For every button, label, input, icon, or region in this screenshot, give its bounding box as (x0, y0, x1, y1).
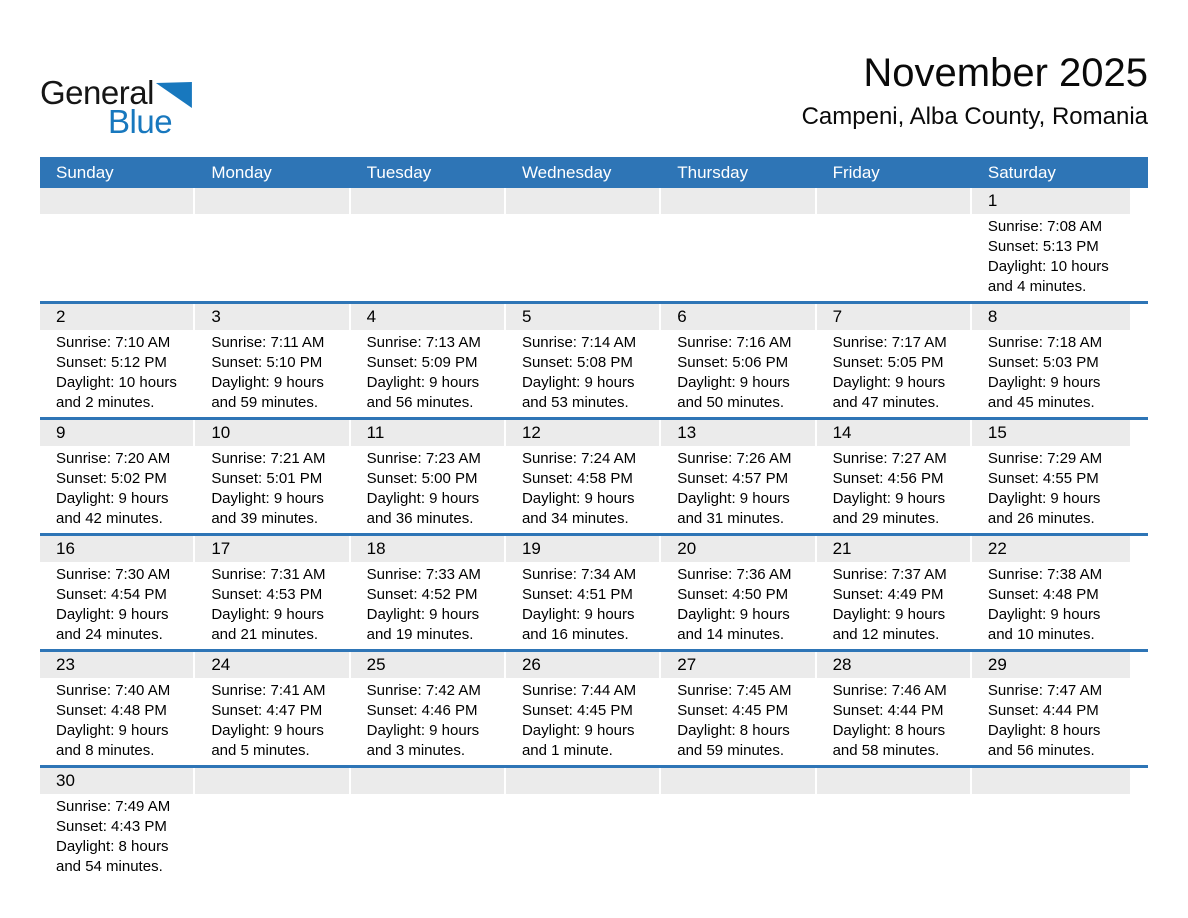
day-number: 5 (506, 304, 659, 330)
sunrise-text: Sunrise: 7:38 AM (987, 566, 1103, 583)
sunset-text: Sunset: 5:01 PM (211, 470, 323, 487)
daylight-line2: and 24 minutes. (56, 626, 163, 643)
day-cell (40, 768, 195, 881)
sunrise-text: Sunrise: 7:44 AM (521, 682, 637, 699)
daylight-line1: Daylight: 9 hours (987, 606, 1101, 623)
day-number: 23 (40, 652, 193, 678)
logo-text-blue: Blue (108, 103, 173, 140)
daylight-line1: Daylight: 9 hours (56, 722, 169, 739)
week-row (40, 768, 1148, 881)
day-cell (661, 304, 816, 417)
day-cell (506, 420, 661, 533)
day-number (506, 188, 659, 214)
daylight-line2: and 42 minutes. (56, 510, 163, 527)
daylight-line1: Daylight: 8 hours (832, 722, 946, 739)
sunset-text: Sunset: 4:44 PM (832, 702, 944, 719)
day-number: 19 (506, 536, 659, 562)
daylight-line1: Daylight: 9 hours (211, 490, 324, 507)
week-row (40, 420, 1148, 536)
daylight-line1: Daylight: 9 hours (366, 490, 480, 507)
daylight-line2: and 12 minutes. (832, 626, 940, 643)
general-blue-logo (40, 76, 192, 138)
daylight-line2: and 36 minutes. (366, 510, 474, 527)
sunset-text: Sunset: 5:10 PM (211, 354, 323, 371)
sunrise-text: Sunrise: 7:21 AM (211, 450, 326, 467)
day-number (351, 188, 504, 214)
day-number: 4 (351, 304, 504, 330)
day-number (40, 188, 193, 214)
day-number: 6 (661, 304, 814, 330)
day-number: 26 (506, 652, 659, 678)
day-cell (972, 652, 1148, 765)
sunset-text: Sunset: 5:09 PM (366, 354, 478, 371)
daylight-line2: and 19 minutes. (366, 626, 474, 643)
daylight-line2: and 3 minutes. (366, 742, 466, 759)
daylight-line2: and 26 minutes. (987, 510, 1095, 527)
daylight-line2: and 16 minutes. (521, 626, 629, 643)
day-number (817, 188, 970, 214)
daylight-line2: and 34 minutes. (521, 510, 629, 527)
page-title: November 2025 (863, 51, 1148, 95)
day-number: 27 (661, 652, 814, 678)
sunset-text: Sunset: 4:51 PM (521, 586, 633, 603)
week-row (40, 652, 1148, 768)
sunrise-text: Sunrise: 7:45 AM (677, 682, 792, 699)
day-cell (351, 536, 506, 649)
sunset-text: Sunset: 4:44 PM (987, 702, 1099, 719)
day-number (661, 768, 814, 794)
sunrise-text: Sunrise: 7:31 AM (211, 566, 326, 583)
day-cell (351, 420, 506, 533)
daylight-line2: and 56 minutes. (987, 742, 1095, 759)
weeks-grid (40, 188, 1148, 881)
daylight-line2: and 59 minutes. (211, 394, 319, 411)
sunset-text: Sunset: 4:50 PM (677, 586, 789, 603)
day-number: 9 (40, 420, 193, 446)
day-cell (972, 768, 1148, 881)
day-cell (972, 188, 1148, 301)
sunset-text: Sunset: 5:03 PM (987, 354, 1099, 371)
day-number: 11 (351, 420, 504, 446)
daylight-line2: and 21 minutes. (211, 626, 319, 643)
daylight-line1: Daylight: 9 hours (211, 722, 324, 739)
sunset-text: Sunset: 4:45 PM (677, 702, 789, 719)
daylight-line1: Daylight: 9 hours (677, 606, 790, 623)
daylight-line1: Daylight: 9 hours (521, 606, 635, 623)
daylight-line1: Daylight: 9 hours (366, 374, 480, 391)
sunset-text: Sunset: 4:56 PM (832, 470, 944, 487)
day-cell (506, 304, 661, 417)
sunrise-text: Sunrise: 7:27 AM (832, 450, 947, 467)
day-cell (40, 420, 195, 533)
day-number: 16 (40, 536, 193, 562)
weekday-header-sunday: Sunday (56, 163, 114, 182)
sunset-text: Sunset: 4:52 PM (366, 586, 478, 603)
daylight-line2: and 10 minutes. (987, 626, 1095, 643)
day-cell (817, 188, 972, 301)
day-cell (506, 536, 661, 649)
sunset-text: Sunset: 4:55 PM (987, 470, 1099, 487)
daylight-line1: Daylight: 9 hours (521, 722, 635, 739)
daylight-line2: and 56 minutes. (366, 394, 474, 411)
week-row (40, 536, 1148, 652)
daylight-line1: Daylight: 9 hours (677, 490, 790, 507)
weekday-header-monday: Monday (211, 163, 272, 182)
day-cell (972, 420, 1148, 533)
sunrise-text: Sunrise: 7:26 AM (677, 450, 792, 467)
daylight-line2: and 45 minutes. (987, 394, 1095, 411)
weekday-header-wednesday: Wednesday (521, 163, 612, 182)
day-cell (817, 652, 972, 765)
daylight-line2: and 14 minutes. (677, 626, 784, 643)
sunset-text: Sunset: 4:45 PM (521, 702, 633, 719)
day-cell (40, 536, 195, 649)
day-number: 15 (972, 420, 1130, 446)
daylight-line1: Daylight: 9 hours (521, 374, 635, 391)
day-number: 20 (661, 536, 814, 562)
day-cell (195, 304, 350, 417)
daylight-line2: and 29 minutes. (832, 510, 940, 527)
daylight-line1: Daylight: 9 hours (832, 606, 946, 623)
sunset-text: Sunset: 4:43 PM (56, 818, 167, 835)
daylight-line1: Daylight: 9 hours (987, 374, 1101, 391)
page-subtitle: Campeni, Alba County, Romania (801, 103, 1148, 130)
day-number: 8 (972, 304, 1130, 330)
day-cell (661, 188, 816, 301)
sunrise-text: Sunrise: 7:11 AM (211, 334, 325, 351)
day-cell (351, 304, 506, 417)
daylight-line1: Daylight: 9 hours (832, 490, 946, 507)
sunrise-text: Sunrise: 7:33 AM (366, 566, 481, 583)
sunrise-text: Sunrise: 7:37 AM (832, 566, 947, 583)
sunrise-text: Sunrise: 7:41 AM (211, 682, 326, 699)
daylight-line2: and 50 minutes. (677, 394, 784, 411)
sunrise-text: Sunrise: 7:36 AM (677, 566, 792, 583)
sunset-text: Sunset: 4:48 PM (56, 702, 167, 719)
day-number: 22 (972, 536, 1130, 562)
sunset-text: Sunset: 4:48 PM (987, 586, 1099, 603)
daylight-line2: and 5 minutes. (211, 742, 310, 759)
sunrise-text: Sunrise: 7:23 AM (366, 450, 481, 467)
day-cell (817, 304, 972, 417)
day-number (506, 768, 659, 794)
day-number: 12 (506, 420, 659, 446)
calendar (40, 157, 1148, 881)
week-row (40, 304, 1148, 420)
daylight-line1: Daylight: 8 hours (677, 722, 790, 739)
daylight-line2: and 47 minutes. (832, 394, 940, 411)
day-cell (351, 188, 506, 301)
sunrise-text: Sunrise: 7:47 AM (987, 682, 1103, 699)
day-cell (972, 304, 1148, 417)
daylight-line1: Daylight: 9 hours (366, 606, 480, 623)
day-number: 21 (817, 536, 970, 562)
sunset-text: Sunset: 4:57 PM (677, 470, 789, 487)
day-cell (40, 304, 195, 417)
day-cell (195, 188, 350, 301)
sunrise-text: Sunrise: 7:20 AM (56, 450, 171, 467)
day-cell (506, 652, 661, 765)
day-cell (661, 420, 816, 533)
day-number: 14 (817, 420, 970, 446)
sunrise-text: Sunrise: 7:49 AM (56, 798, 171, 815)
sunset-text: Sunset: 4:49 PM (832, 586, 944, 603)
day-cell (195, 768, 350, 881)
daylight-line2: and 58 minutes. (832, 742, 940, 759)
sunset-text: Sunset: 5:00 PM (366, 470, 478, 487)
day-number: 29 (972, 652, 1130, 678)
logo-text-general: General (40, 74, 154, 111)
day-cell (195, 652, 350, 765)
sunset-text: Sunset: 5:13 PM (987, 238, 1099, 255)
sunset-text: Sunset: 4:58 PM (521, 470, 633, 487)
day-cell (661, 652, 816, 765)
sunrise-text: Sunrise: 7:30 AM (56, 566, 171, 583)
sunrise-text: Sunrise: 7:10 AM (56, 334, 171, 351)
day-number (195, 188, 348, 214)
day-number: 3 (195, 304, 348, 330)
day-number: 30 (40, 768, 193, 794)
day-cell (195, 420, 350, 533)
day-number: 25 (351, 652, 504, 678)
weekday-header-friday: Friday (832, 163, 880, 182)
title-block (802, 50, 1148, 131)
weekday-header-tuesday: Tuesday (366, 163, 432, 182)
sunrise-text: Sunrise: 7:40 AM (56, 682, 171, 699)
daylight-line1: Daylight: 8 hours (987, 722, 1101, 739)
daylight-line1: Daylight: 8 hours (56, 838, 169, 855)
weekday-header-saturday: Saturday (987, 163, 1056, 182)
day-number (351, 768, 504, 794)
day-number (661, 188, 814, 214)
day-number: 1 (972, 188, 1130, 214)
sunrise-text: Sunrise: 7:42 AM (366, 682, 481, 699)
daylight-line1: Daylight: 10 hours (987, 258, 1109, 275)
sunset-text: Sunset: 4:54 PM (56, 586, 167, 603)
daylight-line2: and 2 minutes. (56, 394, 155, 411)
daylight-line1: Daylight: 9 hours (987, 490, 1101, 507)
sunrise-text: Sunrise: 7:13 AM (366, 334, 481, 351)
daylight-line1: Daylight: 9 hours (211, 374, 324, 391)
day-number: 28 (817, 652, 970, 678)
day-cell (40, 652, 195, 765)
day-cell (351, 652, 506, 765)
day-cell (661, 536, 816, 649)
daylight-line2: and 1 minute. (521, 742, 613, 759)
sunrise-text: Sunrise: 7:16 AM (677, 334, 792, 351)
day-cell (817, 420, 972, 533)
day-cell (817, 768, 972, 881)
daylight-line1: Daylight: 9 hours (677, 374, 790, 391)
sunset-text: Sunset: 5:02 PM (56, 470, 167, 487)
day-cell (351, 768, 506, 881)
sunrise-text: Sunrise: 7:08 AM (987, 218, 1103, 235)
day-number: 24 (195, 652, 348, 678)
daylight-line2: and 39 minutes. (211, 510, 319, 527)
day-number: 7 (817, 304, 970, 330)
daylight-line2: and 59 minutes. (677, 742, 784, 759)
daylight-line1: Daylight: 9 hours (366, 722, 480, 739)
sunset-text: Sunset: 5:05 PM (832, 354, 944, 371)
day-number (817, 768, 970, 794)
page-header (40, 0, 1148, 157)
sunrise-text: Sunrise: 7:34 AM (521, 566, 637, 583)
sunrise-text: Sunrise: 7:14 AM (521, 334, 637, 351)
day-cell (661, 768, 816, 881)
day-cell (972, 536, 1148, 649)
weekday-header-row (40, 157, 1148, 188)
daylight-line1: Daylight: 9 hours (56, 606, 169, 623)
sunset-text: Sunset: 5:06 PM (677, 354, 789, 371)
daylight-line1: Daylight: 9 hours (832, 374, 946, 391)
sunset-text: Sunset: 4:47 PM (211, 702, 323, 719)
sunrise-text: Sunrise: 7:29 AM (987, 450, 1103, 467)
daylight-line1: Daylight: 9 hours (56, 490, 169, 507)
day-number (195, 768, 348, 794)
daylight-line2: and 31 minutes. (677, 510, 784, 527)
sunrise-text: Sunrise: 7:24 AM (521, 450, 637, 467)
sunset-text: Sunset: 5:08 PM (521, 354, 633, 371)
daylight-line2: and 4 minutes. (987, 278, 1087, 295)
day-cell (817, 536, 972, 649)
daylight-line2: and 54 minutes. (56, 858, 163, 875)
day-number (972, 768, 1130, 794)
sunrise-text: Sunrise: 7:18 AM (987, 334, 1103, 351)
sunset-text: Sunset: 5:12 PM (56, 354, 167, 371)
day-cell (506, 768, 661, 881)
weekday-header-thursday: Thursday (677, 163, 749, 182)
sunrise-text: Sunrise: 7:46 AM (832, 682, 947, 699)
day-cell (506, 188, 661, 301)
day-number: 10 (195, 420, 348, 446)
week-row (40, 188, 1148, 304)
day-cell (195, 536, 350, 649)
daylight-line1: Daylight: 10 hours (56, 374, 177, 391)
daylight-line1: Daylight: 9 hours (211, 606, 324, 623)
sunset-text: Sunset: 4:46 PM (366, 702, 478, 719)
day-number: 13 (661, 420, 814, 446)
sunset-text: Sunset: 4:53 PM (211, 586, 323, 603)
day-number: 18 (351, 536, 504, 562)
daylight-line2: and 8 minutes. (56, 742, 155, 759)
day-cell (40, 188, 195, 301)
day-number: 17 (195, 536, 348, 562)
day-number: 2 (40, 304, 193, 330)
daylight-line1: Daylight: 9 hours (521, 490, 635, 507)
daylight-line2: and 53 minutes. (521, 394, 629, 411)
sunrise-text: Sunrise: 7:17 AM (832, 334, 947, 351)
